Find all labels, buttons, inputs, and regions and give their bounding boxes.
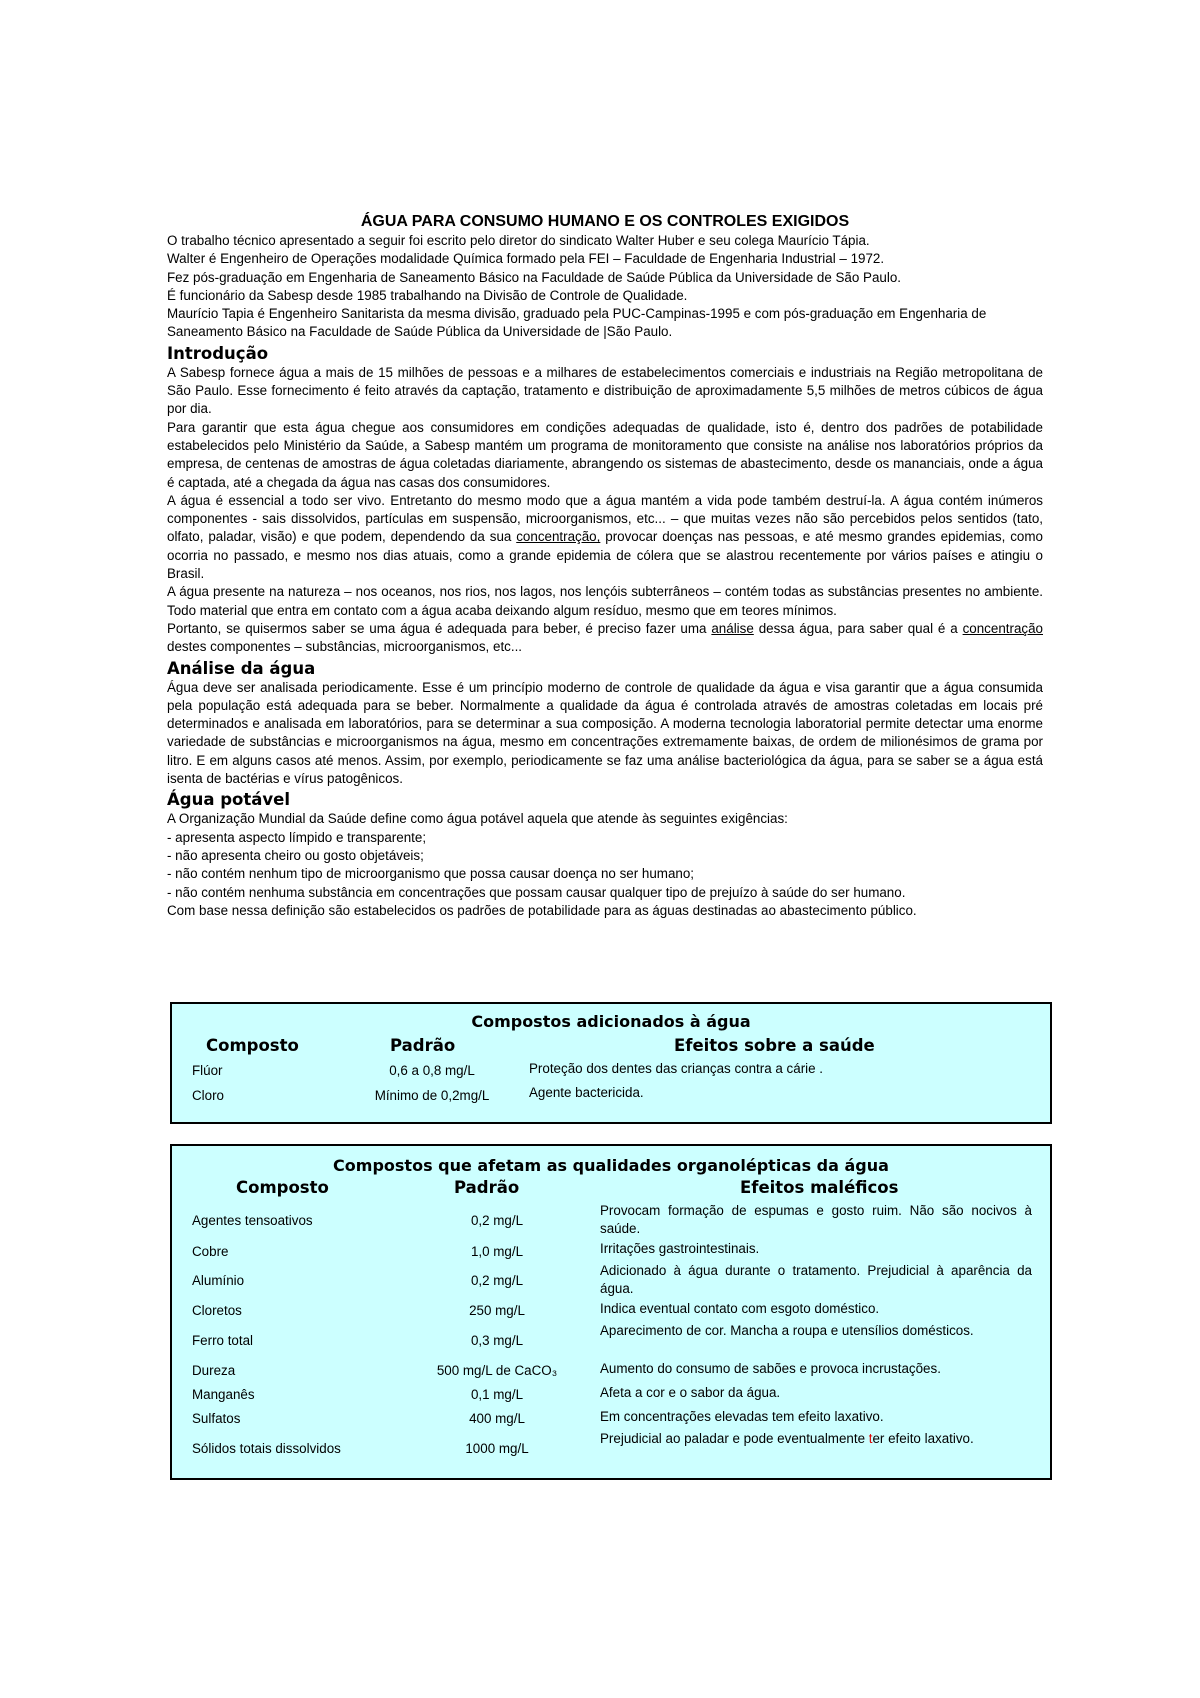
section-heading-introducao: Introdução (167, 343, 269, 363)
table-cell: Sólidos totais dissolvidos (192, 1441, 341, 1456)
table-cell: 0,1 mg/L (470, 1387, 524, 1402)
intro-line: Fez pós-graduação em Engenharia de Saneamento Básico na Faculdade de Saúde Pública da Universidade de São Paulo. (167, 269, 902, 285)
list-item: - não apresenta cheiro ou gosto objetáveis; (167, 847, 424, 863)
table-cell: Ferro total (192, 1333, 254, 1348)
table-title: Compostos que afetam as qualidades organolépticas da água (333, 1156, 889, 1175)
table-cell: Adicionado à água durante o tratamento. Prejudicial à aparência da água. (600, 1263, 1032, 1296)
list-item: - não contém nenhuma substância em concentrações que possam causar qualquer tipo de prejuízo à saúde do ser humano. (167, 884, 906, 900)
section-heading-potavel: Água potável (167, 790, 290, 810)
list-item: - apresenta aspecto límpido e transparente; (167, 829, 427, 845)
paragraph: A água é essencial a todo ser vivo. Entretanto do mesmo modo que a água mantém a vida pode também destruí-la. A água contém inúmeros componentes - sais dissolvidos, partículas em suspensão, microorganismos, etc... – que muitas vezes não são percebidos pelos sentidos (tato, olfato, paladar, visão) e que podem, dependendo da sua concentração, provocar doenças nas pessoas, e até mesmo grandes epidemias, como ocorria no passado, e mesmo nos dias atuais, como a grande epidemia de cólera que se alastrou recentemente por vários países e atingiu o Brasil. (167, 492, 1043, 582)
document-body (167, 212, 1043, 920)
column-header: Composto (236, 1178, 329, 1197)
table-cell: Flúor (192, 1063, 223, 1078)
column-header: Padrão (454, 1178, 520, 1197)
table-cell: Cloro (192, 1088, 224, 1103)
column-header: Padrão (390, 1036, 456, 1055)
highlighted-letter: t (868, 1431, 873, 1446)
table-cell: 0,2 mg/L (470, 1213, 524, 1228)
column-header: Efeitos maléficos (740, 1178, 899, 1197)
table-cell: Em concentrações elevadas tem efeito laxativo. (600, 1409, 884, 1424)
table-cell: 400 mg/L (469, 1411, 525, 1426)
table-cell: 0,6 a 0,8 mg/L (389, 1063, 475, 1078)
intro-line: Maurício Tapia é Engenheiro Sanitarista da mesma divisão, graduado pela PUC-Campinas-1995 e com pós-graduação em Engenharia de Saneamento Básico na Faculdade de Saúde Pública da Universidade de |São Paulo. (167, 306, 987, 340)
paragraph: A água presente na natureza – nos oceanos, nos rios, nos lagos, nos lençóis subterrâneos – contém todas as substâncias presentes no ambiente. Todo material que entra em contato com a água acaba deixando algum resíduo, mesmo que em teores mínimos. (167, 584, 1043, 618)
table-title: Compostos adicionados à água (471, 1012, 751, 1031)
table-cell: 250 mg/L (469, 1303, 525, 1318)
paragraph: A Sabesp fornece água a mais de 15 milhões de pessoas e a milhares de estabelecimentos comerciais e industriais na Região metropolitana de São Paulo. Esse fornecimento é feito através da captação, tratamento e distribuição de aproximadamente 5,5 milhões de metros cúbicos de água por dia. (167, 364, 1043, 417)
table-cell: Aumento do consumo de sabões e provoca incrustações. (600, 1361, 941, 1376)
table-cell: Sulfatos (192, 1411, 241, 1426)
table-cell: Dureza (192, 1363, 236, 1378)
intro-line: O trabalho técnico apresentado a seguir foi escrito pelo diretor do sindicato Walter Huber e seu colega Maurício Tápia. (167, 233, 870, 248)
column-header: Efeitos sobre a saúde (674, 1036, 875, 1055)
table-cell: 0,3 mg/L (470, 1333, 524, 1348)
table-cell: Alumínio (192, 1273, 245, 1288)
table-compostos-organolepticos (170, 1144, 1052, 1480)
table-cell: Agente bactericida. (529, 1085, 644, 1100)
intro-line: É funcionário da Sabesp desde 1985 trabalhando na Divisão de Controle de Qualidade. (167, 287, 688, 303)
paragraph: Água deve ser analisada periodicamente. Esse é um princípio moderno de controle de qualidade da água e visa garantir que a água consumida pela população está adequada para se beber. Normalmente a qualidade da água é controlada através de amostras coletadas em locais pré determinados e analisada em laboratórios, para se determinar a sua composição. A moderna tecnologia laboratorial permite detectar uma enorme variedade de substâncias e microorganismos na água, mesmo em concentrações extremamente baixas, de ordem de milionésimos de grama por litro. E em alguns casos até menos. Assim, por exemplo, periodicamente se faz uma análise bacteriológica da água, para se saber se a água está isenta de bactérias e vírus patogênicos. (167, 679, 1043, 787)
underlined-term: concentração (962, 620, 1043, 636)
paragraph: Com base nessa definição são estabelecidos os padrões de potabilidade para as águas destinadas ao abastecimento público. (167, 902, 917, 918)
table-cell: Agentes tensoativos (192, 1213, 313, 1228)
table-cell: Prejudicial ao paladar e pode eventualmente ter efeito laxativo. (600, 1431, 974, 1446)
paragraph: Portanto, se quisermos saber se uma água é adequada para beber, é preciso fazer uma análise dessa água, para saber qual é a concentração destes componentes – substâncias, microorganismos, etc... (167, 620, 1043, 655)
table-cell: 500 mg/L de CaCO₃ (436, 1363, 558, 1378)
list-item: - não contém nenhum tipo de microorganismo que possa causar doença no ser humano; (167, 866, 695, 882)
table-cell: 0,2 mg/L (470, 1273, 524, 1288)
table-cell: 1000 mg/L (465, 1441, 529, 1456)
table-cell: Indica eventual contato com esgoto doméstico. (600, 1301, 880, 1316)
underlined-term: análise (711, 620, 754, 636)
table-cell: Cobre (192, 1244, 229, 1259)
table-cell: Aparecimento de cor. Mancha a roupa e utensílios domésticos. (600, 1323, 974, 1338)
underlined-term: concentração, (516, 529, 601, 545)
table-cell: Cloretos (192, 1303, 242, 1318)
column-header: Composto (206, 1036, 299, 1055)
table-cell: Manganês (192, 1387, 255, 1402)
table-cell: Proteção dos dentes das crianças contra a cárie . (529, 1061, 824, 1076)
table-compostos-adicionados (170, 1002, 1052, 1124)
document-title: ÁGUA PARA CONSUMO HUMANO E OS CONTROLES EXIGIDOS (360, 213, 850, 230)
table-cell: Provocam formação de espumas e gosto ruim. Não são nocivos à saúde. (600, 1203, 1032, 1236)
paragraph: Para garantir que esta água chegue aos consumidores em condições adequadas de qualidade, isto é, dentro dos padrões de potabilidade estabelecidos pelo Ministério da Saúde, a Sabesp mantém um programa de monitoramento que consiste na análise nos laboratórios próprios da empresa, de centenas de amostras de água coletadas diariamente, abrangendo os sistemas de abastecimento, desde os mananciais, onde a água é captada, até a chegada da água nas casas dos consumidores. (167, 419, 1043, 490)
table-cell: Mínimo de 0,2mg/L (374, 1088, 490, 1103)
table-cell: Irritações gastrointestinais. (600, 1241, 760, 1256)
paragraph: A Organização Mundial da Saúde define como água potável aquela que atende às seguintes exigências: (167, 811, 788, 827)
table-cell: 1,0 mg/L (470, 1244, 524, 1259)
table-cell: Afeta a cor e o sabor da água. (600, 1385, 781, 1400)
section-heading-analise: Análise da água (167, 658, 316, 678)
intro-line: Walter é Engenheiro de Operações modalidade Química formado pela FEI – Faculdade de Engenharia Industrial – 1972. (167, 251, 885, 267)
